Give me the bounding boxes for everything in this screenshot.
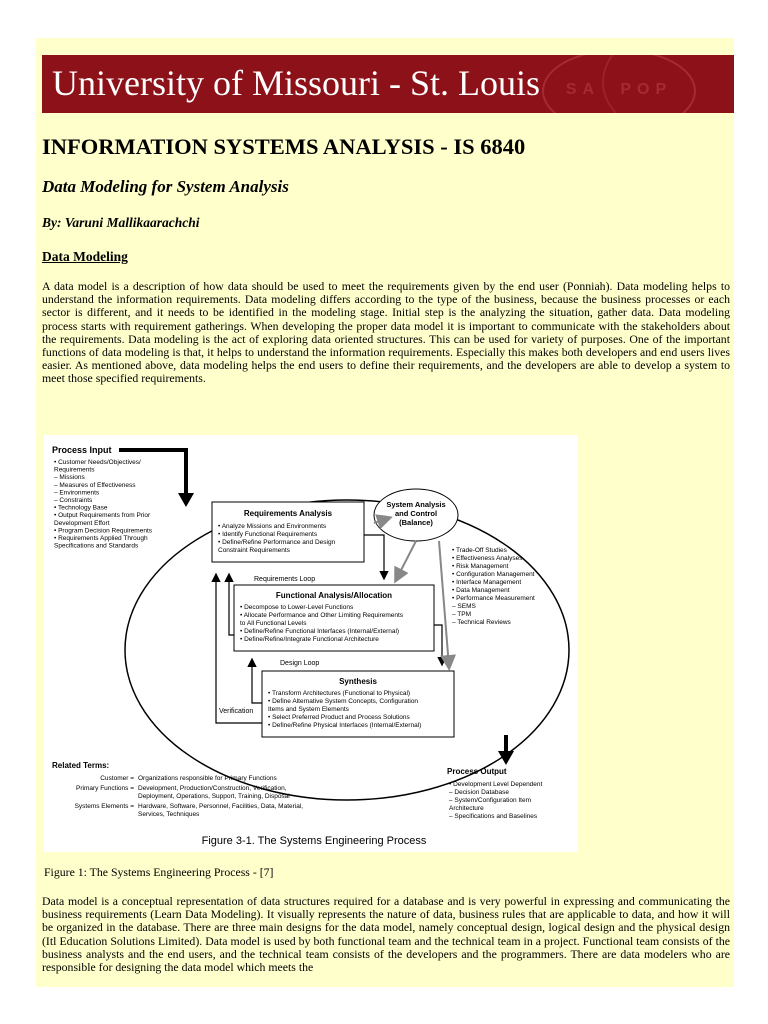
analysis-control-list-line: – Technical Reviews: [452, 619, 511, 626]
analysis-control-list-line: • Effectiveness Analyses: [452, 555, 523, 562]
figure-diagram: [44, 435, 578, 852]
process-input-list-line: Specifications and Standards: [54, 542, 139, 550]
requirements-analysis-list-line: • Identify Functional Requirements: [218, 531, 318, 538]
requirements-analysis-list-line: • Define/Refine Performance and Design: [218, 539, 336, 546]
verification-label: Verification: [219, 708, 254, 715]
process-output-list: [449, 781, 543, 820]
synthesis-title: Synthesis: [339, 677, 377, 686]
related-term-definition: Deployment, Operations, Support, Training, Disposal: [138, 793, 290, 800]
related-term-definition: Development, Production/Construction, Verification,: [138, 785, 287, 792]
process-input-list-line: Requirements: [54, 466, 95, 474]
requirements-loop-label: Requirements Loop: [254, 576, 316, 583]
analysis-control-list-line: • Data Management: [452, 587, 510, 594]
requirements-analysis-list-line: Constraint Requirements: [218, 547, 290, 554]
section-heading: Data Modeling: [42, 249, 128, 264]
figure-inner-caption: Figure 3-1. The Systems Engineering Process: [201, 835, 427, 847]
related-term: Systems Elements =: [74, 803, 134, 810]
analysis-control-list-line: – SEMS: [452, 603, 476, 610]
related-term: Customer =: [100, 775, 134, 782]
functional-analysis-title: Functional Analysis/Allocation: [275, 591, 393, 600]
process-input-list-line: – Constraints: [54, 497, 93, 504]
process-input-list-line: Development Effort: [54, 519, 110, 527]
paper-title: Data Modeling for System Analysis: [42, 177, 289, 196]
process-input-list-line: • Customer Needs/Objectives/: [54, 459, 141, 466]
design-loop-label: Design Loop: [280, 660, 320, 667]
functional-analysis-list-line: • Allocate Performance and Other Limiting Requirements: [240, 612, 404, 619]
synthesis-list-line: • Define Alternative System Concepts, Configuration: [268, 698, 419, 705]
process-input-title: Process Input: [52, 445, 112, 455]
analysis-control-list-line: • Risk Management: [452, 563, 509, 570]
system-analysis-label-line: and Control: [394, 509, 438, 518]
process-output-list-line: • Development Level Dependent: [449, 781, 543, 788]
related-term: Primary Functions =: [76, 785, 134, 792]
related-term-definition: Hardware, Software, Personnel, Facilities, Data, Material,: [138, 803, 304, 810]
systems-engineering-figure: [44, 435, 578, 852]
related-term-definition: Organizations responsible for Primary Functions: [138, 775, 277, 782]
process-input-list-line: – Environments: [54, 489, 100, 497]
analysis-control-list-line: • Interface Management: [452, 579, 522, 586]
functional-analysis-list-line: to All Functional Levels: [240, 620, 307, 627]
seal-ring: [602, 55, 734, 113]
university-title: University of Missouri - St. Louis: [52, 63, 541, 103]
system-analysis-label-line: System Analysis: [386, 500, 446, 509]
process-output-list-line: Architecture: [449, 805, 484, 812]
process-input-list-line: • Program Decision Requirements: [54, 527, 153, 535]
synthesis-list-line: • Transform Architectures (Functional to Physical): [268, 690, 411, 697]
related-terms-list: [75, 775, 304, 818]
paragraph-1: A data model is a description of how data should be used to meet the requirements given by the end user (Ponniah). Data modeling helps to understand the information requirements. Data modeling differs according to the type of the business, because the business processes or each sector is different, and it needs to be identified in the modeling stage. Initial step is the analyzing the situation, gather data. Data modeling process starts with requirement gatherings. When developing the proper data model it is important to communicate with the stakeholders about the requirements. Data modeling is the act of exploring data oriented structures. This can be used for variety of purposes. One of the important functions of data modeling is that, it helps to understand the information requirements. Especially this makes both developers and end users lives easier. As mentioned above, data modeling helps the end users to define their requirements, and the developers are able to develop a system to meet those specified requirements.: [42, 279, 730, 386]
functional-analysis-list-line: • Define/Refine/Integrate Functional Architecture: [240, 636, 379, 643]
process-input-list: [54, 459, 153, 550]
process-output-list-line: – Decision Database: [449, 789, 509, 796]
process-input-list-line: – Missions: [54, 474, 85, 482]
page-content: [36, 38, 734, 987]
figure-caption: Figure 1: The Systems Engineering Process - [7]: [44, 865, 274, 879]
process-output-list-line: – System/Configuration Item: [449, 797, 532, 804]
analysis-control-list-line: • Performance Measurement: [452, 595, 535, 602]
requirements-analysis-title: Requirements Analysis: [243, 509, 333, 518]
process-input-list-line: • Output Requirements from Prior: [54, 512, 151, 520]
university-banner: [42, 55, 734, 113]
analysis-control-list-line: • Configuration Management: [452, 571, 535, 578]
related-terms-title: Related Terms:: [52, 761, 110, 770]
synthesis-list-line: • Define/Refine Physical Interfaces (Internal/External): [268, 722, 422, 729]
author-byline: By: Varuni Mallikaarachchi: [42, 215, 200, 230]
process-output-list-line: – Specifications and Baselines: [449, 813, 538, 820]
related-term-definition: Services, Techniques: [138, 811, 200, 818]
requirements-analysis-list-line: • Analyze Missions and Environments: [218, 523, 327, 530]
functional-analysis-list-line: • Define/Refine Functional Interfaces (Internal/External): [240, 628, 400, 635]
course-title: INFORMATION SYSTEMS ANALYSIS - IS 6840: [42, 134, 526, 159]
synthesis-list-line: • Select Preferred Product and Process Solutions: [268, 714, 410, 721]
process-output-title: Process Output: [447, 767, 507, 776]
analysis-control-list-line: – TPM: [452, 611, 472, 618]
process-input-list-line: • Technology Base: [54, 504, 108, 512]
synthesis-list-line: Items and System Elements: [268, 706, 349, 713]
functional-analysis-list-line: • Decompose to Lower-Level Functions: [240, 604, 354, 611]
seal-logo: SA POP: [542, 55, 696, 113]
system-analysis-label-line: (Balance): [399, 518, 433, 527]
analysis-control-list-line: • Trade-Off Studies: [452, 547, 507, 554]
process-input-list-line: • Requirements Applied Through: [54, 535, 148, 542]
process-input-list-line: – Measures of Effectiveness: [54, 481, 136, 489]
paragraph-2: Data model is a conceptual representation of data structures required for a database and is very powerful in expressing and communicating the business requirements (Learn Data Modeling). It visually represents the nature of data, business rules that are applicable to data, and how it will be organized in the database. There are three main designs for the data model, namely conceptual design, logical design and the physical design (Itl Education Solutions Limited). Data model is used by both functional team and the technical team in a project. Functional team consists of the business analysts and the end users, and the technical team consists of the developers and the programmers. There are data modelers who are responsible for designing the data model which meets the: [42, 894, 730, 975]
